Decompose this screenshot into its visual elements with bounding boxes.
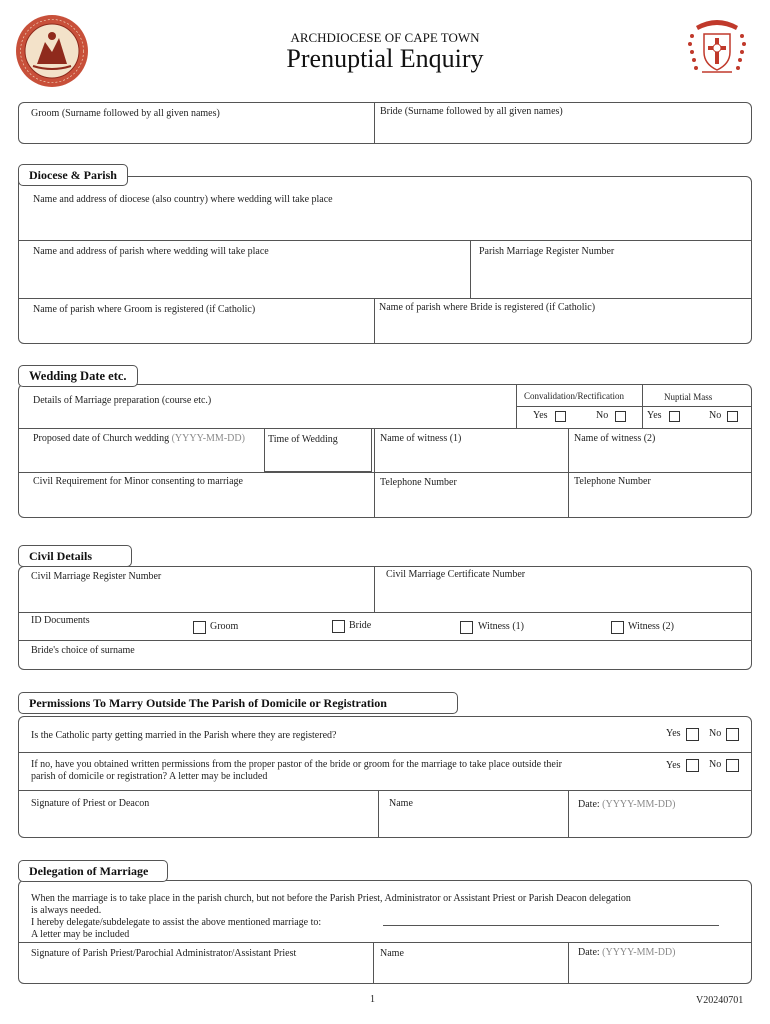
- diocese-section-heading: Diocese & Parish: [18, 164, 128, 186]
- id-groom-label: Groom: [210, 621, 239, 632]
- bride-surname-choice-field[interactable]: Bride's choice of surname: [31, 645, 135, 656]
- id-documents-label: ID Documents: [31, 615, 90, 626]
- parish-priest-signature-field[interactable]: Signature of Parish Priest/Parochial Administrator/Assistant Priest: [31, 948, 297, 959]
- id-witness2-checkbox[interactable]: [611, 621, 624, 634]
- witness1-name-field[interactable]: Name of witness (1): [380, 433, 462, 444]
- delegate-name-line[interactable]: [383, 925, 719, 926]
- delegation-line4: A letter may be included: [31, 929, 130, 940]
- diocese-address-field[interactable]: Name and address of diocese (also country) where wedding will take place: [33, 194, 333, 205]
- nuptial-mass-no-checkbox[interactable]: [727, 411, 738, 422]
- delegation-line2: is always needed.: [31, 905, 102, 916]
- convalidation-no-label: No: [596, 410, 609, 421]
- witness2-phone-field[interactable]: Telephone Number: [574, 476, 651, 487]
- parish-address-field[interactable]: Name and address of parish where wedding will take place: [33, 246, 269, 257]
- convalidation-label: Convalidation/Rectification: [524, 391, 624, 401]
- delegation-line3: I hereby delegate/subdelegate to assist the above mentioned marriage to:: [31, 917, 322, 928]
- q2-no-checkbox[interactable]: [726, 759, 739, 772]
- q2-yes-checkbox[interactable]: [686, 759, 699, 772]
- groom-parish-field[interactable]: Name of parish where Groom is registered (if Catholic): [33, 304, 256, 315]
- nuptial-mass-yes-label: Yes: [647, 410, 662, 421]
- permissions-q2-line1: If no, have you obtained written permissions from the proper pastor of the bride or groom for the marriage to take place outside their: [31, 759, 562, 770]
- id-groom-checkbox[interactable]: [193, 621, 206, 634]
- q2-no-label: No: [709, 759, 722, 770]
- page-number: 1: [370, 994, 375, 1005]
- parish-register-number-field[interactable]: Parish Marriage Register Number: [479, 246, 615, 257]
- civil-register-number-field[interactable]: Civil Marriage Register Number: [31, 571, 162, 582]
- priest-signature-field[interactable]: Signature of Priest or Deacon: [31, 798, 150, 809]
- org-name: ARCHDIOCESE OF CAPE TOWN: [290, 30, 480, 45]
- wedding-time-field[interactable]: Time of Wedding: [268, 434, 338, 445]
- permission-date-label: Date:: [578, 799, 600, 810]
- delegation-date-hint: (YYYY-MM-DD): [602, 947, 676, 958]
- civil-section-heading: Civil Details: [18, 545, 132, 567]
- id-bride-label: Bride: [349, 620, 372, 631]
- permission-date-field[interactable]: [578, 799, 675, 810]
- q2-yes-label: Yes: [666, 760, 681, 771]
- id-witness2-label: Witness (2): [628, 621, 674, 632]
- nuptial-mass-label: Nuptial Mass: [664, 392, 713, 402]
- groom-name-field[interactable]: Groom (Surname followed by all given names): [31, 108, 220, 119]
- nuptial-mass-yes-checkbox[interactable]: [669, 411, 680, 422]
- proposed-date-label: Proposed date of Church wedding: [33, 433, 170, 444]
- proposed-date-field[interactable]: [33, 433, 245, 444]
- version-number: V20240701: [696, 995, 744, 1006]
- nuptial-mass-no-label: No: [709, 410, 722, 421]
- witness2-name-field[interactable]: Name of witness (2): [574, 433, 656, 444]
- id-bride-checkbox[interactable]: [332, 620, 345, 633]
- permissions-section-heading: Permissions To Marry Outside The Parish of Domicile or Registration: [18, 692, 458, 714]
- id-witness1-checkbox[interactable]: [460, 621, 473, 634]
- proposed-date-hint: (YYYY-MM-DD): [171, 433, 245, 444]
- delegation-section-heading: Delegation of Marriage: [18, 860, 168, 882]
- permission-date-hint: (YYYY-MM-DD): [602, 799, 676, 810]
- convalidation-no-checkbox[interactable]: [615, 411, 626, 422]
- permissions-q2-line2: parish of domicile or registration? A letter may be included: [31, 771, 268, 782]
- priest-name-field[interactable]: Name: [389, 798, 413, 809]
- delegation-name-field[interactable]: Name: [380, 948, 404, 959]
- bride-parish-field[interactable]: Name of parish where Bride is registered (if Catholic): [379, 302, 596, 313]
- page-title: Prenuptial Enquiry: [286, 44, 484, 73]
- minor-consent-field[interactable]: Civil Requirement for Minor consenting to marriage: [33, 476, 243, 487]
- bride-name-field[interactable]: Bride (Surname followed by all given names): [380, 106, 563, 117]
- wedding-section-heading: Wedding Date etc.: [18, 365, 138, 387]
- civil-certificate-number-field[interactable]: Civil Marriage Certificate Number: [386, 569, 526, 580]
- witness1-phone-field[interactable]: Telephone Number: [380, 477, 457, 488]
- convalidation-yes-label: Yes: [533, 410, 548, 421]
- permissions-q1: Is the Catholic party getting married in the Parish where they are registered?: [31, 730, 337, 741]
- marriage-preparation-field[interactable]: Details of Marriage preparation (course etc.): [33, 395, 212, 406]
- q1-no-checkbox[interactable]: [726, 728, 739, 741]
- convalidation-yes-checkbox[interactable]: [555, 411, 566, 422]
- q1-yes-label: Yes: [666, 728, 681, 739]
- q1-yes-checkbox[interactable]: [686, 728, 699, 741]
- delegation-line1: When the marriage is to take place in the parish church, but not before the Parish Priest, Administrator or Assistant Priest or Parish Deacon delegation: [31, 893, 631, 904]
- delegation-date-field[interactable]: [578, 947, 675, 958]
- q1-no-label: No: [709, 728, 722, 739]
- id-witness1-label: Witness (1): [478, 621, 524, 632]
- delegation-date-label: Date:: [578, 947, 600, 958]
